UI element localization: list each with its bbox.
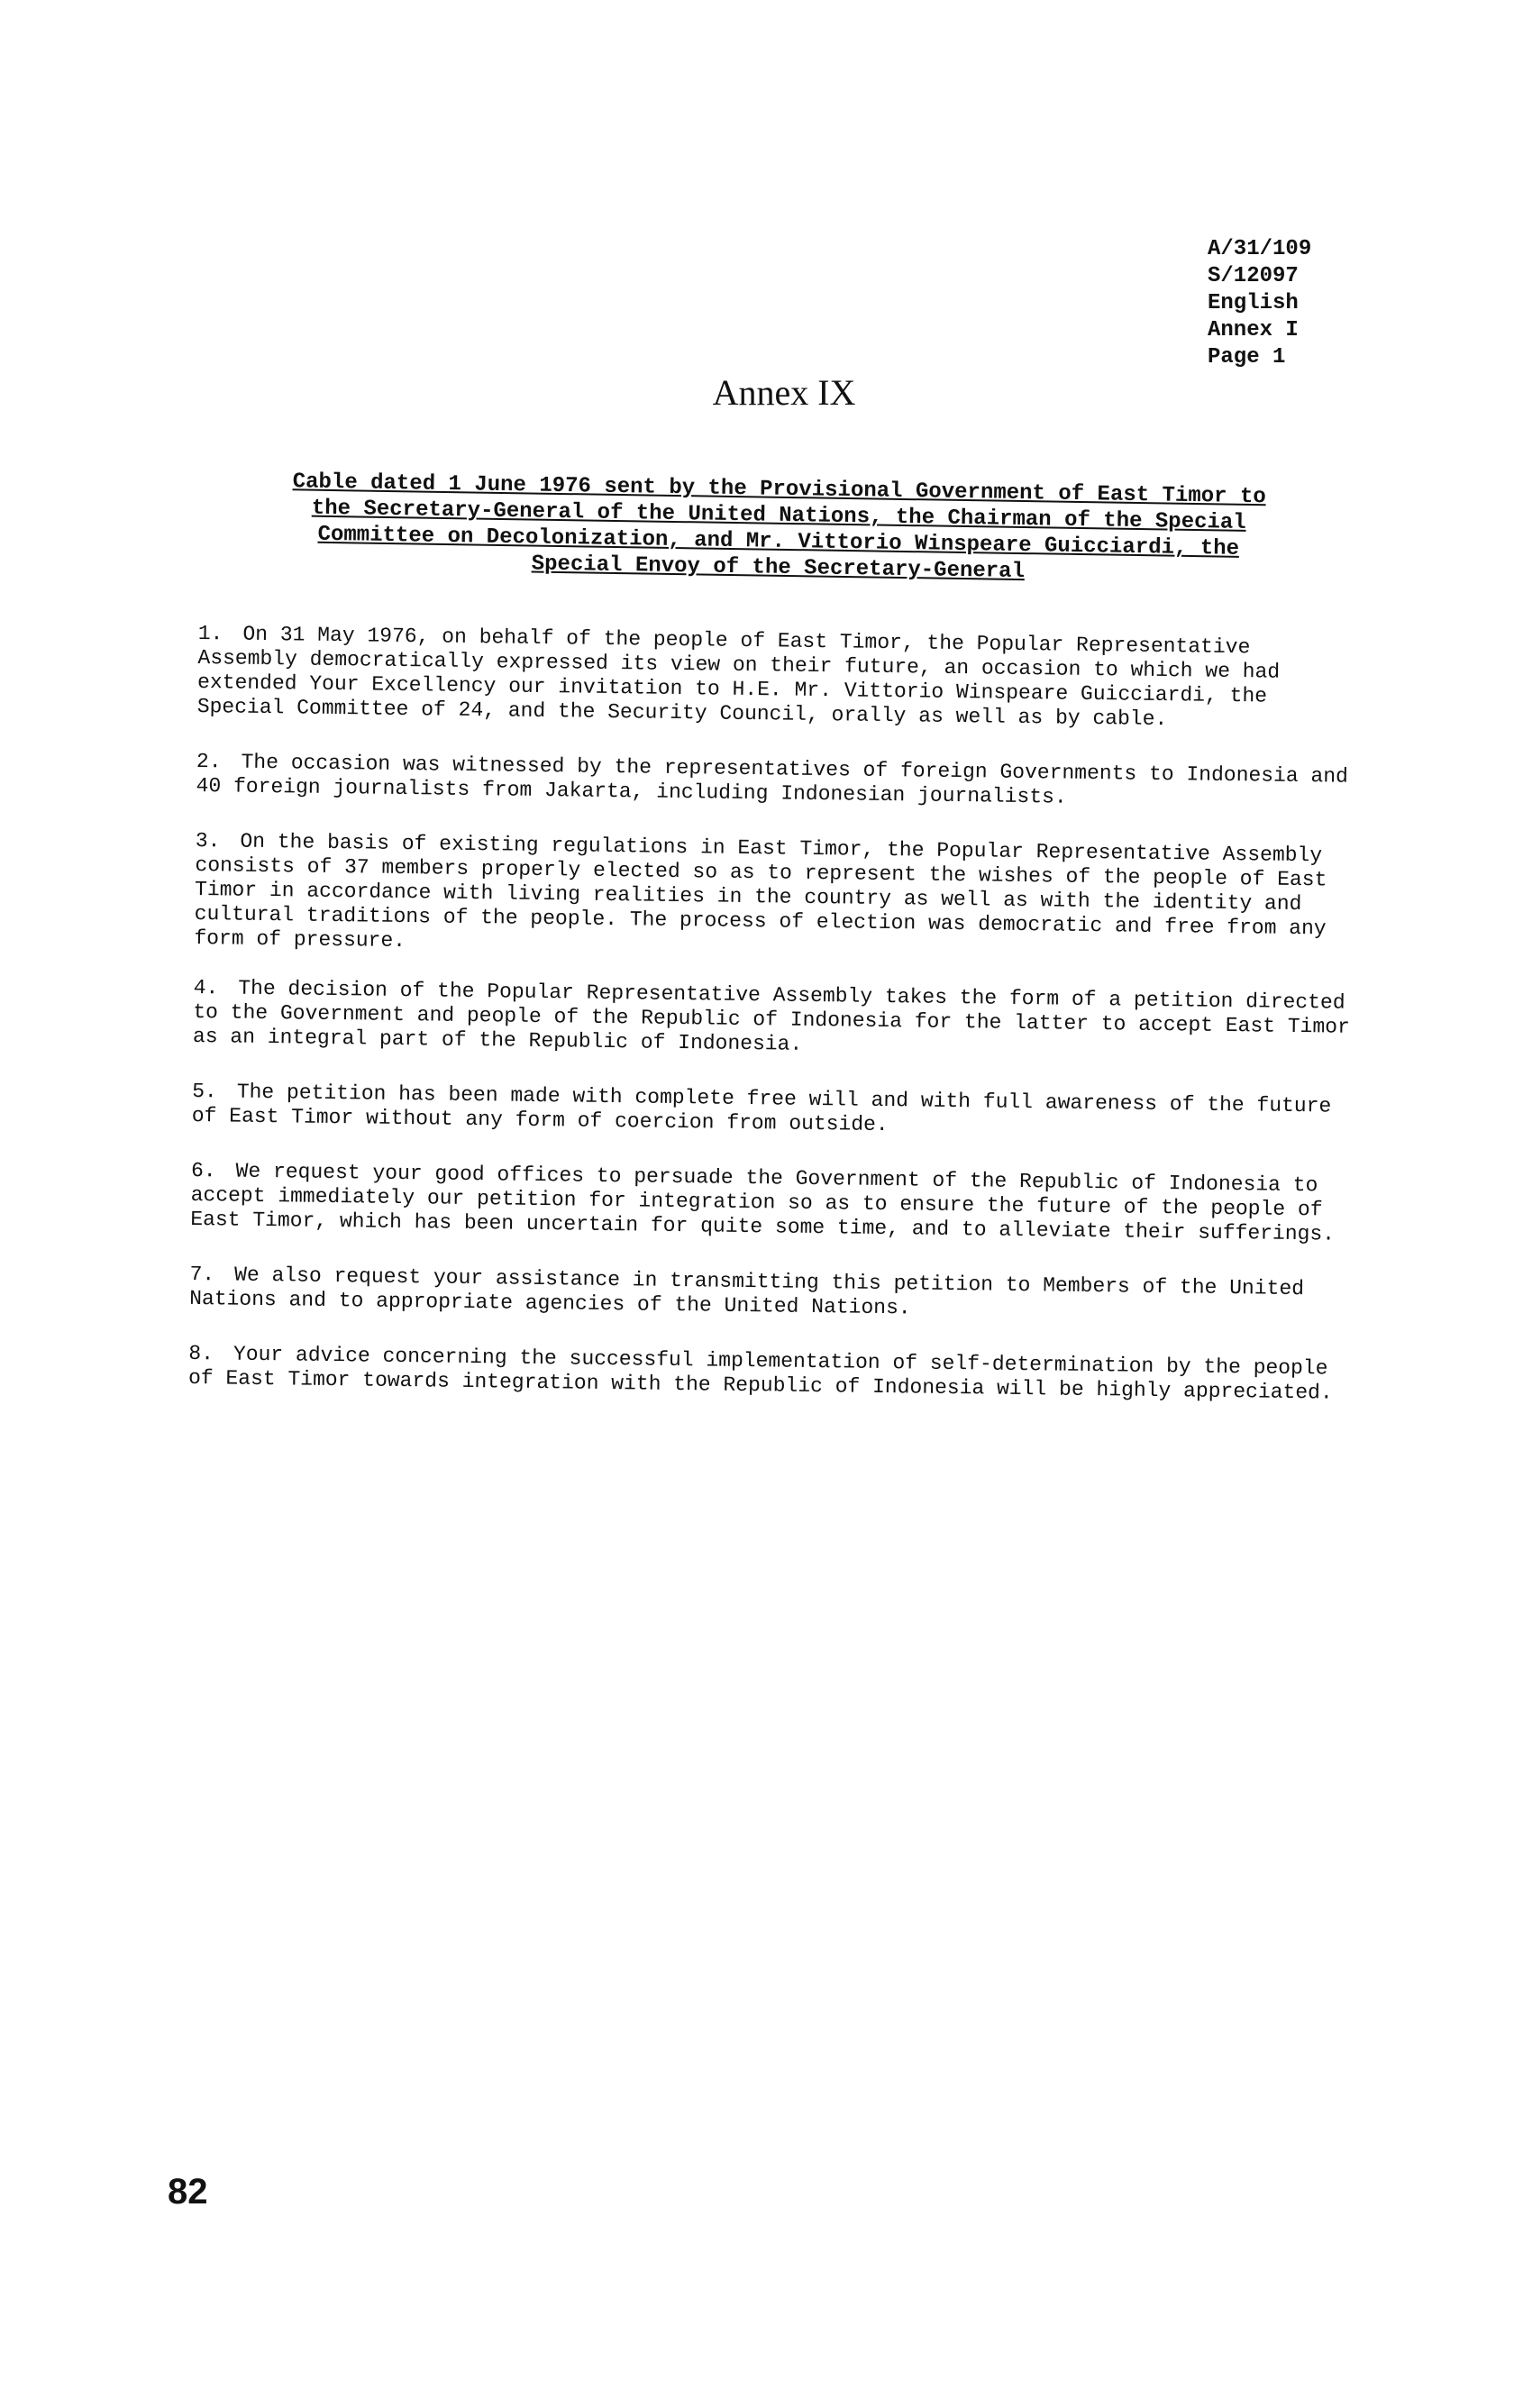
paragraph bbox=[192, 1080, 1355, 1144]
paragraph-number: 6. bbox=[190, 1158, 216, 1183]
paragraph-number: 7. bbox=[189, 1262, 215, 1287]
paragraph bbox=[196, 750, 1359, 814]
paragraph-text: On 31 May 1976, on behalf of the people of East Timor, the Popular Representative Assembly democratically expressed its view on their future, an occasion to which we had extended Your Excellency our invitation to H.E. Mr. Vittorio Winspeare Guicciardi, the Special Committee of 24, and the Security Council, orally as well as by cable. bbox=[196, 622, 1281, 732]
document-symbol-sc: S/12097 bbox=[1208, 264, 1299, 288]
paragraph bbox=[188, 1342, 1352, 1406]
paragraph-text: Your advice concerning the successful implementation of self-determination by the people of East Timor towards integration with the Republic of Indonesia will be highly appreciated. bbox=[187, 1342, 1333, 1405]
paragraph-text: The occasion was witnessed by the representatives of foreign Governments to Indonesia and 40 foreign journalists from Jakarta, including Indonesian journalists. bbox=[196, 750, 1349, 809]
page-number: 82 bbox=[168, 2172, 208, 2212]
document-annex-ref: Annex I bbox=[1208, 318, 1299, 342]
document-language: English bbox=[1208, 291, 1299, 315]
paragraph-text: On the basis of existing regulations in East Timor, the Popular Representative Assembly consists of 37 members properly elected so as to represent the wishes of the people of East Timor in accordance with living realities in the country as well as with the identity and cultural traditions of the people. The process of election was democratic and free from any form of pressure. bbox=[194, 829, 1327, 953]
paragraph bbox=[190, 1159, 1354, 1247]
annex-title: Annex IX bbox=[712, 372, 856, 413]
document-symbol-block bbox=[1208, 236, 1311, 371]
paragraph-text: We request your good offices to persuade the Government of the Republic of Indonesia to accept immediately our petition for integration so as to ensure the future of the people of East Timor, which has been uncertain for quite some time, and to alleviate their sufferings. bbox=[190, 1159, 1336, 1246]
paragraph-text: The decision of the Popular Representative Assembly takes the form of a petition directed to the Government and people of the Republic of Indonesia for the latter to accept East Timor as an integral part of the Republic of Indonesia. bbox=[192, 976, 1351, 1056]
paragraph-number: 5. bbox=[192, 1079, 217, 1104]
paragraph-number: 2. bbox=[196, 749, 222, 774]
paragraph-number: 1. bbox=[197, 622, 223, 646]
document-page-ref: Page 1 bbox=[1208, 345, 1286, 369]
paragraph-text: We also request your assistance in transmitting this petition to Members of the United Nations and to appropriate agencies of the United Nations. bbox=[188, 1263, 1305, 1320]
paragraph-number: 3. bbox=[195, 828, 221, 853]
paragraph-text: The petition has been made with complete free will and with full awareness of the future of East Timor without any form of coercion from outside. bbox=[191, 1080, 1332, 1137]
paragraph bbox=[194, 829, 1358, 966]
cable-heading: Cable dated 1 June 1976 sent by the Provisional Government of East Timor to the Secretary-General of the United Nations, the Chairman of the Special Committee on Decolonization, and Mr. Vittorio Winspeare Guicciardi, the Special Envoy of the Secretary-General bbox=[292, 470, 1266, 585]
paragraph-number: 4. bbox=[193, 975, 219, 1000]
paragraph bbox=[189, 1263, 1353, 1327]
cable-body bbox=[187, 622, 1361, 1437]
document-symbol-ga: A/31/109 bbox=[1208, 237, 1312, 261]
paragraph bbox=[197, 622, 1361, 734]
paragraph bbox=[193, 976, 1356, 1064]
paragraph-number: 8. bbox=[188, 1341, 214, 1366]
